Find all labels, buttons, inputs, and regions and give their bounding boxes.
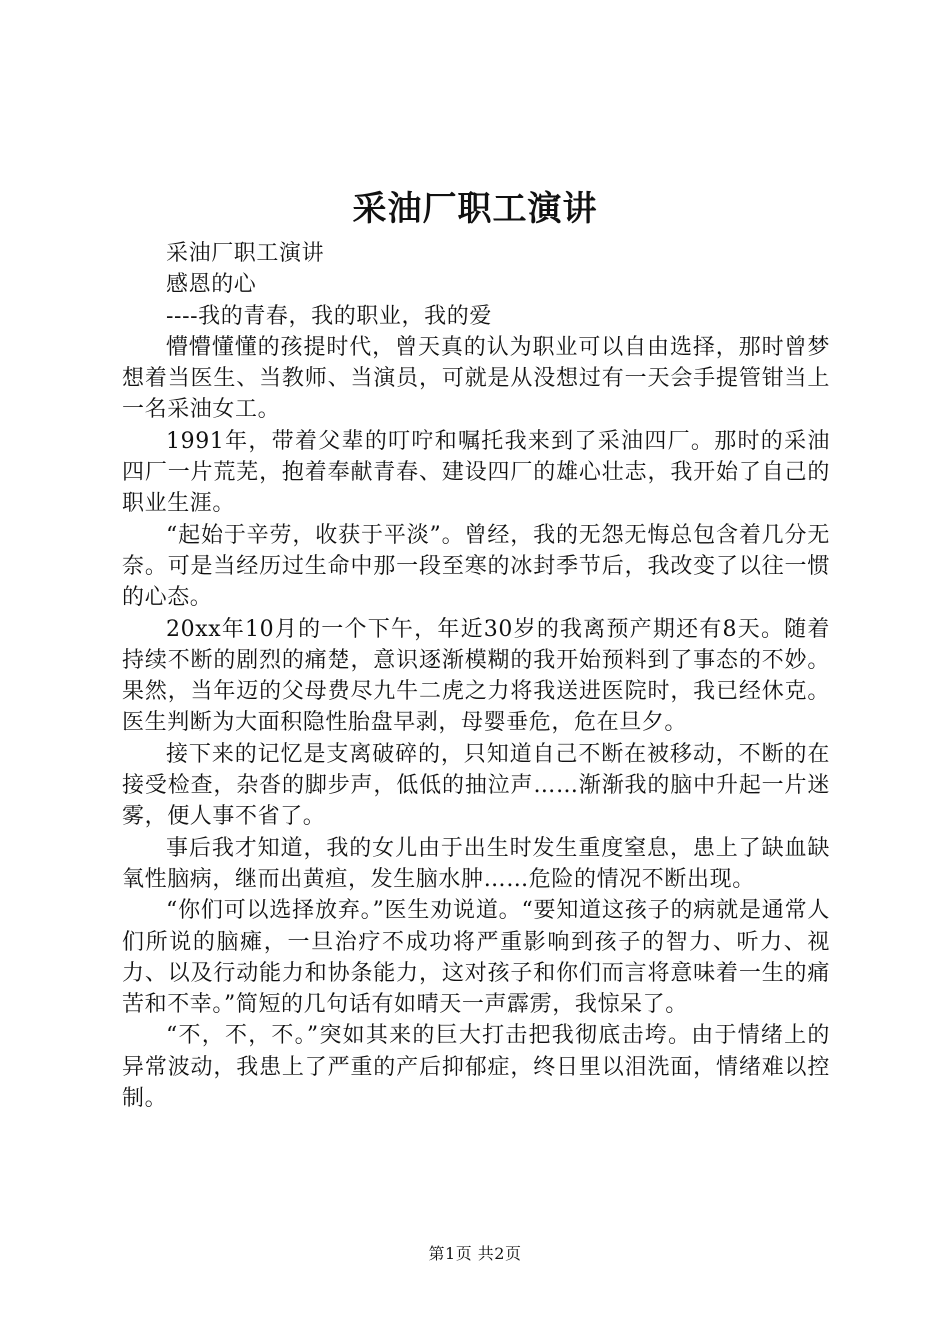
document-title: 采油厂职工演讲 xyxy=(352,189,598,229)
subtitle-line: 感恩的心 xyxy=(166,272,257,298)
paragraph: 接下来的记忆是支离破碎的，只知道自己不断在被移动，不断的在接受检查，杂沓的脚步声，低低的抽泣声……渐渐我的脑中升起一片迷雾，便人事不省了。 xyxy=(122,741,830,830)
paragraph: “不，不，不。”突如其来的巨大打击把我彻底击垮。由于情绪上的异常波动，我患上了严重的产后抑郁症，终日里以泪洗面，情绪难以控制。 xyxy=(122,1023,830,1112)
paragraph: 懵懵懂懂的孩提时代，曾天真的认为职业可以自由选择，那时曾梦想着当医生、当教师、当演员，可就是从没想过有一天会手提管钳当上一名采油女工。 xyxy=(122,334,830,423)
paragraph: “起始于辛劳，收获于平淡”。曾经，我的无怨无悔总包含着几分无奈。可是当经历过生命中那一段至寒的冰封季节后，我改变了以往一惯的心态。 xyxy=(122,522,830,611)
subtitle-line: 采油厂职工演讲 xyxy=(166,241,325,266)
document-body xyxy=(122,238,830,1114)
paragraph: “你们可以选择放弃。”医生劝说道。“要知道这孩子的病就是通常人们所说的脑瘫，一旦治疗不成功将严重影响到孩子的智力、听力、视力、以及行动能力和协条能力，这对孩子和你们而言将意味着一生的痛苦和不幸。”简短的几句话有如晴天一声霹雳，我惊呆了。 xyxy=(122,898,830,1018)
paragraph: 1991年，带着父辈的叮咛和嘱托我来到了采油四厂。那时的采油四厂一片荒芜，抱着奉献青春、建设四厂的雄心壮志，我开始了自己的职业生涯。 xyxy=(122,428,830,517)
subtitle-line: ----我的青春，我的职业，我的爱 xyxy=(166,303,492,329)
page-footer: 第1页 共2页 xyxy=(428,1244,522,1263)
paragraph: 事后我才知道，我的女儿由于出生时发生重度窒息，患上了缺血缺氧性脑病，继而出黄疸，发生脑水肿……危险的情况不断出现。 xyxy=(122,835,830,892)
paragraph: 20xx年10月的一个下午，年近30岁的我离预产期还有8天。随着持续不断的剧烈的痛楚，意识逐渐模糊的我开始预料到了事态的不妙。果然，当年迈的父母费尽九牛二虎之力将我送进医院时，我已经休克。医生判断为大面积隐性胎盘早剥，母婴垂危，危在旦夕。 xyxy=(122,616,830,736)
